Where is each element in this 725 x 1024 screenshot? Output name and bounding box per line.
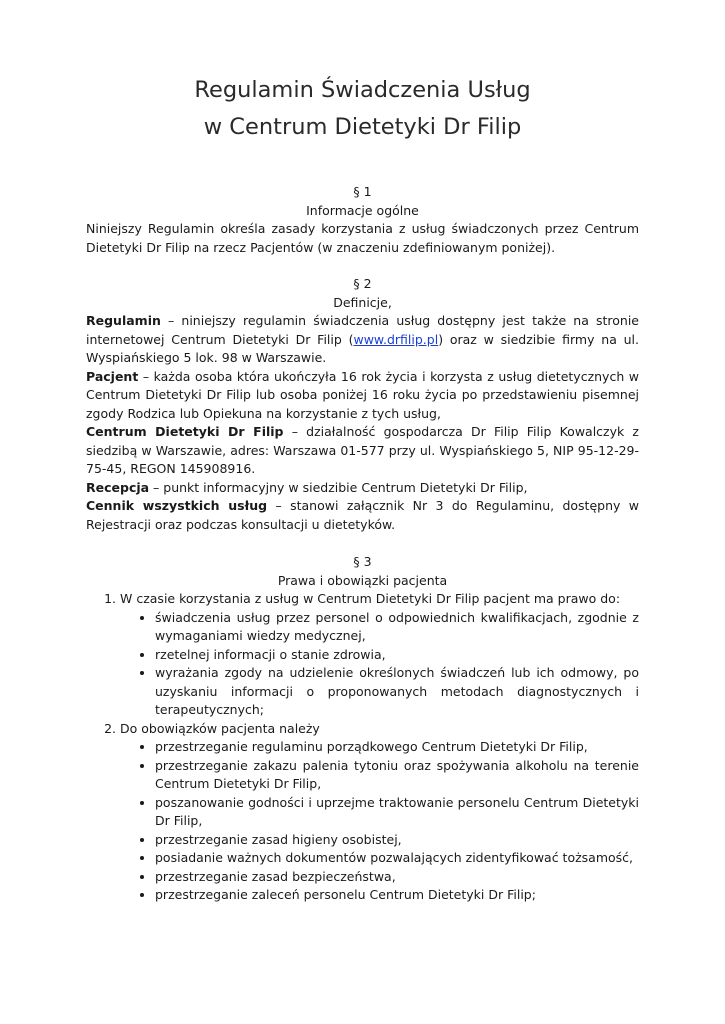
section-1-number: § 1 [353,184,372,199]
definition-centrum [86,423,639,479]
definition-text: – niniejszy regulamin świadczenia usług dostępny jest także na stronie internetowej Centrum Dietetyki Dr Filip ( [86,313,639,347]
section-2-number: § 2 [353,276,372,291]
section-2 [86,275,639,534]
list-item: • poszanowanie godności i uprzejme traktowanie personelu Centrum Dietetyki Dr Filip, [155,794,639,831]
list-item: • wyrażania zgody na udzielenie określonych świadczeń lub ich odmowy, po uzyskaniu informacji o proponowanych metodach diagnostycznych i terapeutycznych; [155,664,639,720]
definition-text: ) oraz w siedzibie firmy na ul. Wyspiańskiego 5 lok. 98 w Warszawie. [86,331,639,365]
list-item: • przestrzeganie zaleceń personelu Centrum Dietetyki Dr Filip; [155,886,639,905]
duties-list [120,738,639,905]
definition-pacjent [86,368,639,424]
definition-term: Regulamin [86,313,161,328]
list-item: • świadczenia usług przez personel o odpowiednich kwalifikacjach, zgodnie z wymaganiami wiedzy medycznej, [155,609,639,646]
definition-text: – działalność gospodarcza Dr Filip Filip Kowalczyk z siedzibą w Warszawie, adres: Warszawa 01-577 przy ul. Wyspiańskiego 5, NIP 95-12-29-75-45, REGON 145908916. [86,424,639,476]
website-link[interactable]: www.drfilip.pl [353,331,439,347]
list-item: • przestrzeganie zasad bezpieczeństwa, [155,868,639,887]
section-2-heading: Definicje, [333,294,392,310]
definition-term: Recepcja [86,479,150,495]
definition-cennik [86,497,639,534]
definition-regulamin [86,312,639,368]
duties-intro: Do obowiązków pacjenta należy [120,720,320,736]
document-title-line-2: w Centrum Dietetyki Dr Filip [203,114,522,140]
list-item: • przestrzeganie zasad higieny osobistej, [155,831,639,850]
rights-list [120,609,639,720]
list-item: • posiadanie ważnych dokumentów pozwalających zidentyfikować tożsamość, [155,849,639,868]
list-item: • przestrzeganie zakazu palenia tytoniu oraz spożywania alkoholu na terenie Centrum Dietetyki Dr Filip, [155,757,639,794]
definition-recepcja [86,479,639,498]
definition-text: – każda osoba która ukończyła 16 rok życia i korzysta z usług dietetycznych w Centrum Dietetyki Dr Filip lub osoba poniżej 16 roku życia po przedstawieniu pisemnej zgody Rodzica lub Opiekuna na korzystanie z tych usług, [86,368,639,421]
section-1-heading: Informacje ogólne [306,202,419,218]
section-1 [86,183,639,257]
section-3 [86,553,639,905]
list-item [120,590,639,720]
definition-term: Cennik wszystkich usług [86,498,268,513]
section-3-heading: Prawa i obowiązki pacjenta [277,572,448,588]
definition-term: Centrum Dietetyki Dr Filip [86,424,284,439]
list-item: • przestrzeganie regulaminu porządkowego Centrum Dietetyki Dr Filip, [155,738,639,757]
section-1-text: Niniejszy Regulamin określa zasady korzystania z usług świadczonych przez Centrum Dietetyki Dr Filip na rzecz Pacjentów (w znaczeniu zdefiniowanym poniżej). [86,221,639,255]
list-item: • rzetelnej informacji o stanie zdrowia, [155,646,639,665]
patient-list [86,590,639,905]
list-item [120,720,639,905]
definition-text: – punkt informacyjny w siedzibie Centrum Dietetyki Dr Filip, [149,479,528,495]
definition-text: – stanowi załącznik Nr 3 do Regulaminu, dostępny w Rejestracji oraz podczas konsultacji u dietetyków. [86,498,640,532]
section-3-number: § 3 [353,554,372,569]
document-title-line-1: Regulamin Świadczenia Usług [194,77,531,103]
definition-term: Pacjent [86,368,139,384]
rights-intro: W czasie korzystania z usług w Centrum Dietetyki Dr Filip pacjent ma prawo do: [120,591,621,606]
